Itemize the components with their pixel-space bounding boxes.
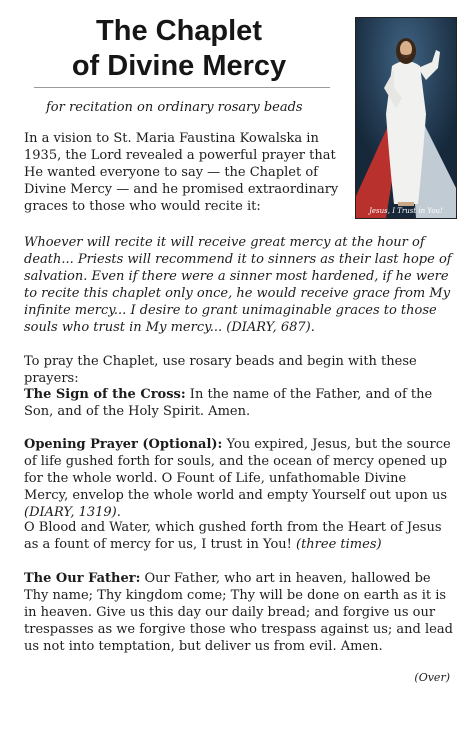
opening-prayer-paragraph	[24, 436, 454, 521]
image-caption: Jesus, I Trust in You!	[369, 207, 443, 215]
divine-mercy-image	[355, 17, 457, 219]
opening-prayer-reference: (DIARY, 1319)	[24, 505, 117, 520]
sign-of-cross-heading: The Sign of the Cross:	[24, 387, 186, 402]
sign-of-cross-text: In the name of the Father, and of the Son, and of the Holy Spirit. Amen.	[24, 387, 433, 419]
title-line-2: of Divine Mercy	[71, 50, 287, 82]
blood-and-water-text: O Blood and Water, which gushed forth from the Heart of Jesus as a fount of mercy for us, I trust in You!	[24, 520, 442, 552]
sign-of-cross-paragraph	[24, 386, 454, 420]
three-times-note: (three times)	[296, 537, 382, 552]
our-father-text: Our Father, who art in heaven, hallowed be Thy name; Thy kingdom come; Thy will be done on earth as it is in heaven. Give us this day our daily bread; and forgive us our trespasses as we forgive those who trespass against us; and lead us not into temptation, but deliver us from evil. Amen.	[24, 571, 453, 654]
opening-prayer-text: You expired, Jesus, but the source of life gushed forth for souls, and the ocean of mercy opened up for the whole world. O Fount of Life, unfathomable Divine Mercy, envelop the whole world and empty Yourself out upon us	[24, 437, 451, 503]
blood-and-water-paragraph	[24, 519, 454, 553]
title-divider	[34, 87, 330, 88]
intro-paragraph: In a vision to St. Maria Faustina Kowalska in 1935, the Lord revealed a powerful prayer that He wanted everyone to say — the Chaplet of Divine Mercy — and he promised extraordinary graces to those who would recite it:	[24, 131, 339, 214]
subtitle: for recitation on ordinary rosary beads	[46, 100, 303, 115]
opening-prayer-heading: Opening Prayer (Optional):	[24, 437, 223, 452]
divine-mercy-illustration	[356, 18, 456, 218]
page-title	[20, 14, 338, 84]
opening-prayer-end: .	[116, 505, 121, 520]
our-father-heading: The Our Father:	[24, 571, 141, 586]
instructions-paragraph: To pray the Chaplet, use rosary beads and begin with these prayers:	[24, 354, 417, 386]
diary-quote: Whoever will recite it will receive great mercy at the hour of death... Priests will recommend it to sinners as their last hope of salvation. Even if there were a sinner most hardened, if he were to recite this chaplet only once, he would receive grace from My infinite mercy... I desire to grant unimaginable graces to those souls who trust in My mercy... (DIARY, 687).	[24, 235, 452, 335]
title-line-1: The Chaplet	[96, 15, 262, 47]
our-father-paragraph	[24, 570, 454, 655]
over-note: (Over)	[414, 671, 450, 684]
